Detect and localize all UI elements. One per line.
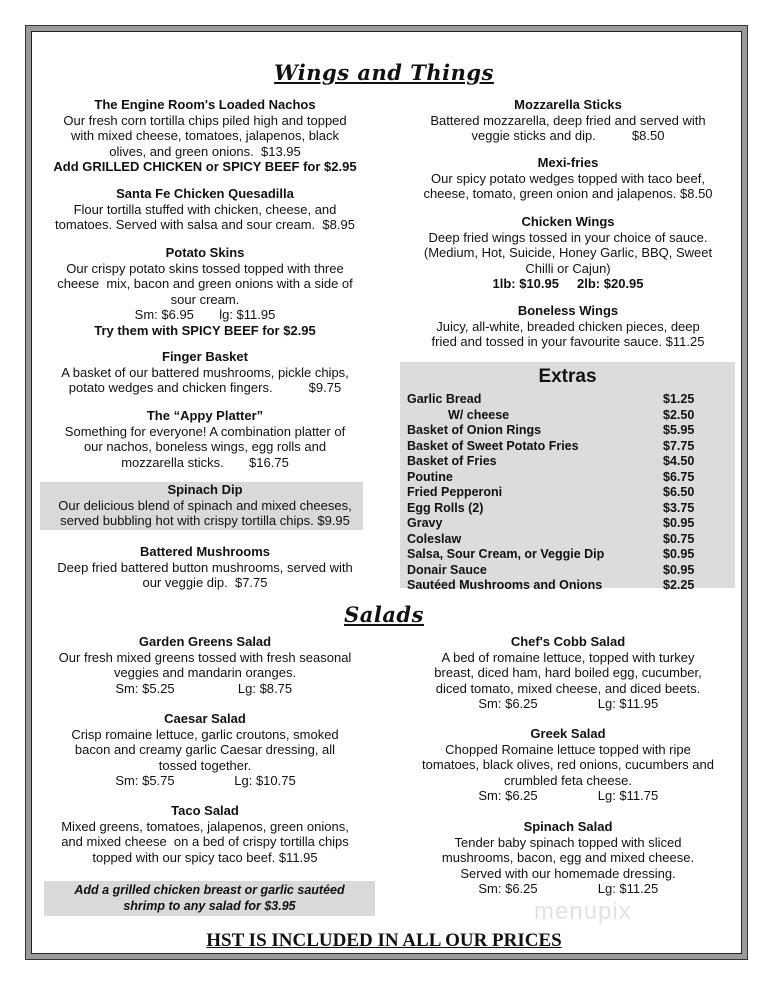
item-description: Our fresh mixed greens tossed with fresh seasonal (58, 649, 352, 665)
item-name: Spinach Salad (523, 819, 613, 834)
extras-item-name: W/ cheese (448, 407, 510, 422)
size-price: Lg: $11.95 (597, 696, 659, 711)
extras-row (400, 423, 735, 439)
size-price: Lg: $8.75 (237, 680, 293, 696)
extras-item-name: Basket of Sweet Potato Fries (407, 438, 579, 453)
item-name: Spinach Dip (167, 482, 243, 497)
extras-row (400, 408, 735, 424)
extras-item-price: $7.75 (663, 438, 695, 453)
item-description: bacon and creamy garlic Caesar dressing, all (74, 742, 336, 757)
item-description: Flour tortilla stuffed with chicken, cheese, and (73, 201, 337, 217)
menu-item (38, 482, 372, 529)
size-price: Lg: $10.75 (234, 773, 296, 788)
addon-line: shrimp to any salad for $3.95 (123, 899, 296, 913)
item-name: Finger Basket (162, 349, 248, 364)
extras-row (400, 470, 735, 486)
tax-notice: HST IS INCLUDED IN ALL OUR PRICES (206, 930, 562, 951)
item-name: The “Appy Platter” (146, 408, 264, 423)
item-sizes (38, 773, 372, 789)
menu-item (398, 634, 738, 712)
item-description: potato wedges and chicken fingers. $9.75 (68, 380, 342, 395)
item-description: Crisp romaine lettuce, garlic croutons, smoked (71, 726, 339, 742)
menu-item (38, 711, 372, 789)
item-name: Taco Salad (171, 803, 239, 818)
item-sizes (398, 696, 738, 712)
extras-item-price: $6.50 (663, 485, 695, 499)
item-name: The Engine Room's Loaded Nachos (94, 97, 316, 112)
item-description: breast, diced ham, hard boiled egg, cucumber, (434, 665, 702, 680)
item-description: Battered mozzarella, deep fried and served with (430, 112, 706, 128)
size-price: Lg: $11.25 (597, 881, 659, 896)
item-name: Boneless Wings (517, 303, 619, 318)
item-description: (Medium, Hot, Suicide, Honey Garlic, BBQ, Sweet (423, 245, 713, 260)
extras-item-price: $0.95 (663, 516, 695, 530)
menu-item (398, 819, 738, 897)
extras-item-price: $4.50 (663, 454, 695, 468)
item-description: Deep fried battered button mushrooms, served with (57, 559, 353, 575)
item-description: fried and tossed in your favourite sauce. $11.25 (431, 334, 705, 349)
extras-item-name: Poutine (407, 469, 453, 484)
extras-item-price: $2.25 (663, 578, 695, 592)
menu-item (38, 97, 372, 175)
menu-item (38, 349, 372, 396)
item-description: diced tomato, mixed cheese, and diced beets. (435, 680, 701, 696)
item-name: Mexi-fries (537, 155, 599, 170)
item-name: Garden Greens Salad (138, 634, 272, 649)
extras-item-name: Garlic Bread (407, 392, 482, 406)
extras-item-name: Donair Sauce (407, 562, 487, 577)
item-sizes (398, 881, 738, 897)
watermark-logo: menupix (534, 898, 632, 925)
menu-item (38, 634, 372, 696)
size-price: Sm: $5.25 (115, 680, 175, 696)
extras-row (400, 547, 735, 563)
item-description: veggies and mandarin oranges. (113, 665, 297, 680)
extras-row (400, 485, 735, 501)
item-description: Sm: $6.95 lg: $11.95 (134, 307, 276, 322)
extras-item-name: Salsa, Sour Cream, or Veggie Dip (407, 547, 605, 561)
extras-row (400, 532, 735, 548)
extras-title: Extras (538, 366, 597, 387)
extras-item-name: Basket of Fries (407, 454, 497, 468)
extras-item-price: $1.25 (663, 392, 695, 406)
item-description: with mixed cheese, tomatoes, jalapenos, black (70, 128, 340, 143)
extras-row (400, 563, 735, 579)
item-description: our nachos, boneless wings, egg rolls and (83, 439, 327, 454)
item-description: mushrooms, bacon, egg and mixed cheese. (441, 850, 695, 865)
extras-item-price: $2.50 (663, 407, 695, 422)
extras-row (400, 516, 735, 532)
item-description: our veggie dip. $7.75 (142, 575, 268, 590)
size-price: Lg: $11.75 (597, 788, 659, 803)
item-description: Our fresh corn tortilla chips piled high and topped (63, 112, 347, 128)
item-addon: Try them with SPICY BEEF for $2.95 (94, 322, 316, 338)
item-name: Chicken Wings (521, 214, 615, 229)
item-description: Something for everyone! A combination platter of (64, 423, 346, 439)
item-description: Tender baby spinach topped with sliced (454, 834, 682, 850)
item-description: Deep fried wings tossed in your choice of sauce. (428, 229, 708, 245)
menu-item (398, 303, 738, 350)
item-description: cheese mix, bacon and green onions with a side of (57, 276, 353, 291)
size-price: Sm: $5.75 (115, 773, 175, 788)
extras-item-name: Egg Rolls (2) (407, 500, 484, 515)
item-description: Served with our homemade dressing. (460, 865, 676, 881)
item-addon: Add GRILLED CHICKEN or SPICY BEEF for $2.95 (53, 159, 357, 174)
salad-addon-note (44, 881, 375, 916)
menu-item (38, 544, 372, 591)
item-description: sour cream. (170, 291, 240, 307)
item-description: tossed together. (158, 757, 252, 773)
addon-line: Add a grilled chicken breast or garlic sautéed (74, 883, 345, 897)
extras-item-name: Gravy (407, 516, 443, 530)
item-description: and mixed cheese on a bed of crispy tortilla chips (61, 834, 349, 849)
item-addon: 1lb: $10.95 2lb: $20.95 (492, 276, 644, 291)
extras-row (400, 454, 735, 470)
item-description: tomatoes. Served with salsa and sour cream. $8.95 (55, 217, 355, 232)
item-description: topped with our spicy taco beef. $11.95 (92, 849, 318, 865)
menu-item (38, 186, 372, 233)
item-description: A basket of our battered mushrooms, pickle chips, (61, 364, 349, 380)
item-description: crumbled feta cheese. (504, 772, 632, 788)
menu-item (38, 803, 372, 865)
item-sizes (398, 788, 738, 804)
extras-item-price: $6.75 (663, 469, 695, 484)
extras-row (400, 501, 735, 517)
item-sizes (38, 681, 372, 697)
size-price: Sm: $6.25 (478, 788, 538, 803)
size-price: Sm: $6.25 (478, 881, 538, 896)
item-name: Santa Fe Chicken Quesadilla (116, 186, 294, 201)
extras-row (400, 439, 735, 455)
section-title-salads: Salads (344, 602, 424, 627)
item-name: Battered Mushrooms (139, 544, 271, 559)
menu-item (398, 155, 738, 202)
size-price: Sm: $6.25 (478, 696, 538, 711)
item-description: Our spicy potato wedges topped with taco beef, (431, 170, 705, 186)
extras-item-name: Coleslaw (407, 531, 462, 546)
item-name: Mozzarella Sticks (514, 97, 622, 112)
extras-panel (400, 362, 735, 592)
item-description: Our delicious blend of spinach and mixed cheeses, (58, 497, 352, 513)
item-description: Mixed greens, tomatoes, jalapenos, green onions, (61, 818, 349, 834)
item-name: Caesar Salad (164, 711, 246, 726)
item-description: veggie sticks and dip. $8.50 (471, 128, 665, 143)
extras-item-price: $3.75 (663, 500, 695, 515)
extras-item-name: Basket of Onion Rings (407, 423, 542, 437)
item-name: Potato Skins (165, 245, 245, 260)
menu-item (38, 245, 372, 338)
item-name: Chef's Cobb Salad (510, 634, 626, 649)
menu-item (398, 97, 738, 144)
item-name: Greek Salad (530, 726, 606, 741)
item-description: Chilli or Cajun) (525, 260, 611, 276)
extras-item-name: Sautéed Mushrooms and Onions (407, 578, 603, 592)
item-description: mozzarella sticks. $16.75 (121, 454, 289, 470)
extras-item-price: $0.95 (663, 547, 695, 561)
extras-item-price: $0.75 (663, 531, 695, 546)
menu-item (398, 214, 738, 292)
item-description: Juicy, all-white, breaded chicken pieces, deep (436, 318, 700, 334)
extras-item-price: $5.95 (663, 423, 695, 437)
item-description: olives, and green onions. $13.95 (109, 143, 301, 159)
extras-item-name: Fried Pepperoni (407, 485, 503, 499)
menu-item (38, 408, 372, 470)
item-description: Chopped Romaine lettuce topped with ripe (445, 741, 691, 757)
item-description: tomatoes, black olives, red onions, cucumbers and (422, 757, 714, 772)
item-description: A bed of romaine lettuce, topped with turkey (441, 649, 695, 665)
section-title-wings: Wings and Things (274, 60, 494, 85)
item-description: served bubbling hot with crispy tortilla chips. $9.95 (60, 513, 350, 528)
extras-row (400, 392, 735, 408)
extras-row (400, 578, 735, 594)
item-description: cheese, tomato, green onion and jalapenos. $8.50 (423, 186, 713, 201)
item-description: Our crispy potato skins tossed topped with three (66, 260, 344, 276)
menu-item (398, 726, 738, 804)
extras-item-price: $0.95 (663, 562, 695, 577)
